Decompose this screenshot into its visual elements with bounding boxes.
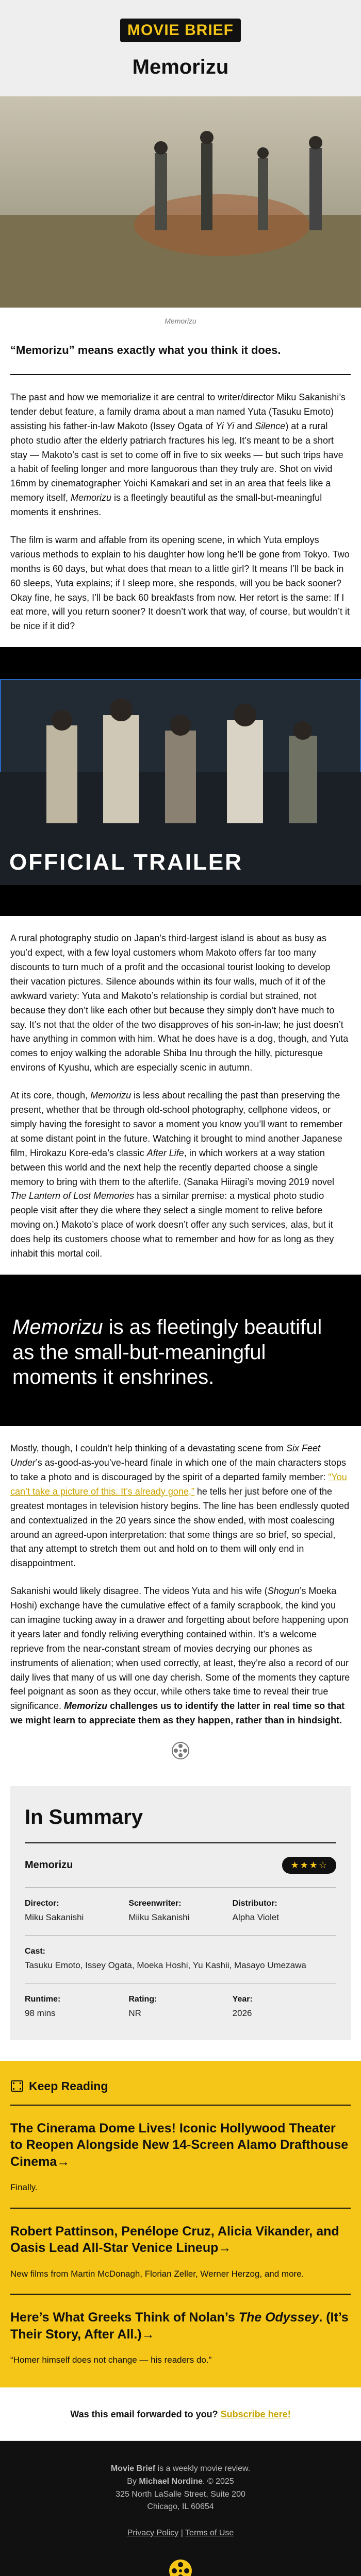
film-reel-icon <box>165 2555 196 2576</box>
year-value: 2026 <box>232 2008 252 2018</box>
year-label: Year: <box>232 1994 253 2004</box>
trailer-thumbnail[interactable] <box>0 679 361 885</box>
story-item[interactable] <box>10 2295 351 2367</box>
details-row <box>25 1984 336 2020</box>
masthead <box>0 0 361 96</box>
paragraph-4: At its core, though, Memorizu is less about recalling the past than preserving the present, whether that be through old-school photography, cellphone videos, or simply having the foresight to savor a moment you know you’ll want to remember at some distant point in the future. Watching it brought to mind another Japanese film, Hirokazu Kore-eda’s classic After Life, in which workers at a way station between this world and the next help the recently departed choose a single memory to bring with them to the afterlife. (Sanaka Hiiragi’s moving 2019 novel The Lantern of Lost Memories has a similar premise: a mystical photo studio people visit after they die where they select a single moment to relive before moving on.) Makoto’s place of work doesn’t offer any such services, alas, but it does help its customers choose what to remember and how for as long as they inhabit this mortal coil. <box>10 1090 343 1259</box>
screenwriter-value: Miiku Sakanishi <box>128 1912 190 1923</box>
footer-byline: By Michael Nordine. © 2025 <box>127 2477 234 2486</box>
keep-reading-heading: Keep Reading <box>29 2079 108 2093</box>
six-feet-under-quote-link[interactable]: “You can’t take a picture of this. It’s already gone,” <box>10 1472 347 1497</box>
keep-reading-section <box>0 2061 361 2387</box>
runtime-label: Runtime: <box>25 1994 61 2004</box>
film-reel-icon <box>171 1741 190 1760</box>
paragraph-3: A rural photography studio on Japan’s third-largest island is about as busy as you’d expect, with a few loyal customers whom Makoto offers far too many discounts to turn much of a profit and the occasional tourist looking to develop their vacation pictures. Silence abounds within its four walls, much of it of the awkward variety: Yuta and Makoto’s relationship is cordial but strained, not because they don’t like each other but because they simply don’t have much to say. It’s not that the older of the two disapproves of his son-in-law; he just doesn’t have anything in common with him. What he does have is a dog, though, and Yuta comes to enjoy walking the adorable Shiba Inu through the hilly, picturesque environs of Kyushu, which are especially scenic in autumn. <box>10 933 349 1073</box>
subscribe-link[interactable]: Subscribe here! <box>220 2409 291 2419</box>
article-body-2 <box>0 931 361 1261</box>
article-body-3 <box>0 1442 361 1728</box>
footer-address-2: Chicago, IL 60654 <box>147 2502 214 2512</box>
footer <box>0 2441 361 2576</box>
pull-quote: Memorizu is as fleetingly beautiful as the small-but-meaningful moments it enshrines. <box>0 1275 361 1426</box>
paragraph-1: The past and how we memorialize it are central to writer/director Miku Sakanishi’s tender debut feature, a family drama about a man named Yuta (Tasuku Emoto) assisting his father-in-law Makoto (Issey Ogata of Yi Yi and Silence) at a rural photo studio after the elderly patriarch fractures his leg. It’s meant to be a short stay — Makoto’s cast is set to come off in five to six weeks — but such trips have a habit of feeling longer and more languorous than they truly are. Shot on vivid 16mm by cinematographer Yoichi Kamakari and set in an area that feels like a memory itself, Memorizu is a fleetingly beautiful as the small-but-meaningful moments it enshrines. <box>10 392 346 518</box>
cast-row <box>25 1936 336 1984</box>
privacy-policy-link[interactable]: Privacy Policy <box>127 2529 179 2538</box>
story-item[interactable] <box>10 2106 351 2209</box>
section-divider <box>0 1741 361 1762</box>
story-title-link[interactable]: Robert Pattinson, Penélope Cruz, Alicia Vikander, and Oasis Lead All-Star Venice Lineup→ <box>10 2224 339 2256</box>
page-title: Memorizu <box>132 56 229 78</box>
rating-value: NR <box>128 2008 141 2018</box>
cast-value: Tasuku Emoto, Issey Ogata, Moeka Hoshi, Yu Kashii, Masayo Umezawa <box>25 1960 306 1970</box>
story-blurb: “Homer himself does not change — his readers do.” <box>10 2355 212 2365</box>
trailer-label: OFFICIAL TRAILER <box>9 850 243 875</box>
story-title-link[interactable]: The Cinerama Dome Lives! Iconic Hollywood Theater to Reopen Alongside New 14-Screen Alamo Drafthouse Cinema→ <box>10 2121 349 2169</box>
paragraph-5: Mostly, though, I couldn’t help thinking of a devastating scene from Six Feet Under’s as-good-as-you’ve-heard finale in which one of the main characters stops to take a photo and is discouraged by the spirit of a departed family member: “You can’t take a picture of this. It’s already gone,” he tells her just before one of the greatest montages in television history begins. The line has been endlessly quoted and contextualized in the 20 years since the show ended, with most coalescing around an agreed-upon interpretation: that some things are so brief, so special, that any attempt to stretch them out and hold on to them will only end in disappointment. <box>10 1443 350 1569</box>
article-body <box>0 330 361 634</box>
story-title-link[interactable]: Here’s What Greeks Think of Nolan’s The Odyssey. (It’s Their Story, After All.)→ <box>10 2310 349 2342</box>
hero-image <box>0 96 361 308</box>
distributor-value: Alpha Violet <box>232 1912 280 1923</box>
paragraph-6: Sakanishi would likely disagree. The videos Yuta and his wife (Shogun’s Moeka Hoshi) exchange have the cumulative effect of a family scrapbook, the kind you can imagine tucking away in a drawer and forgetting about before happening upon it years later and fondly reliving everything contained within. It’s a welcome reprieve from the near-constant stream of movies decrying our phones as instruments of alienation; when used correctly, at least, they’re also a record of our daily lives that many of us will one day cherish. Some of the moments they capture feel poignant as soon as they occur, while others take time to reveal their true significance. Memorizu challenges us to identify the latter in real time so that we might learn to appreciate them as they happen, rather than in hindsight. <box>10 1586 350 1726</box>
film-frame-icon <box>10 2079 24 2093</box>
story-blurb: New films from Martin McDonagh, Florian Zeller, Werner Herzog, and more. <box>10 2268 304 2279</box>
cast-label: Cast: <box>25 1946 46 1956</box>
terms-of-use-link[interactable]: Terms of Use <box>185 2529 234 2538</box>
rating-label: Rating: <box>128 1994 157 2004</box>
star-rating-badge: ★★★☆ <box>282 1857 336 1874</box>
footer-tagline: Movie Brief is a weekly movie review. <box>110 2464 251 2473</box>
forward-notice: Was this email forwarded to you? Subscribe here! <box>0 2387 361 2441</box>
screenwriter-label: Screenwriter: <box>128 1899 182 1908</box>
in-summary-box <box>10 1786 351 2040</box>
footer-address-1: 325 North LaSalle Street, Suite 200 <box>116 2489 245 2499</box>
trailer-block[interactable] <box>0 647 361 916</box>
story-blurb: Finally. <box>10 2182 38 2193</box>
summary-movie-title: Memorizu <box>25 1859 73 1871</box>
credits-row <box>25 1888 336 1936</box>
distributor-label: Distributor: <box>232 1899 277 1908</box>
article-lede: “Memorizu” means exactly what you think it does. <box>10 330 351 375</box>
summary-title-row <box>25 1843 336 1888</box>
hero-caption: Memorizu <box>165 317 196 325</box>
runtime-value: 98 mins <box>25 2008 56 2018</box>
paragraph-2: The film is warm and affable from its opening scene, in which Yuta employs various methods to explain to his daughter how long he’ll be gone from Tokyo. Two months is 60 days, but what does that mean to a little girl? It means I’ll be back in 60 sleeps, Yuta explains; if I sleep more, she responds, will you be back sooner? Okay fine, he says, I’ll be back 60 breakfasts from now. Her retort is the same: If I eat more, will you return sooner? It doesn’t work that way, of course, but wouldn’t it be nice if it did? <box>10 535 350 632</box>
keep-reading-header <box>10 2079 351 2106</box>
movie-brief-logo[interactable]: MOVIE BRIEF <box>120 19 241 42</box>
summary-heading: In Summary <box>25 1806 336 1843</box>
director-label: Director: <box>25 1899 59 1908</box>
footer-links: Privacy Policy | Terms of Use <box>127 2529 234 2538</box>
story-item[interactable] <box>10 2209 351 2295</box>
director-value: Miku Sakanishi <box>25 1912 84 1923</box>
